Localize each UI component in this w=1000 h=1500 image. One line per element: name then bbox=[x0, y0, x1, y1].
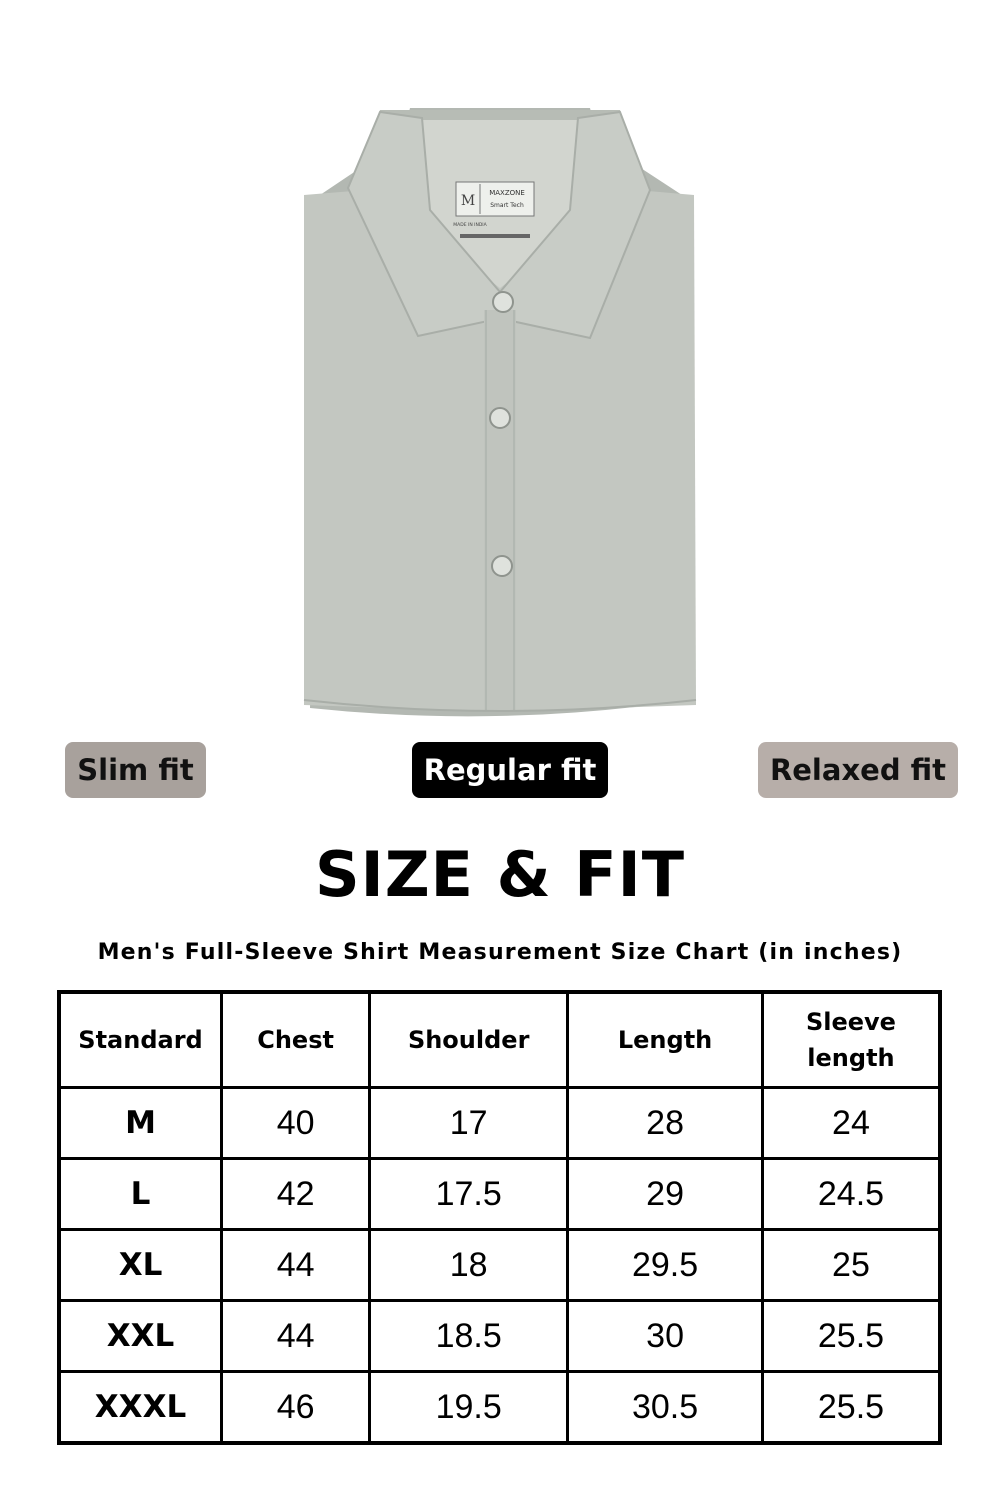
header-sleeve-length: Sleeve length bbox=[762, 992, 940, 1088]
size-length: 30 bbox=[568, 1301, 763, 1372]
size-standard: L bbox=[59, 1159, 222, 1230]
shirt-image bbox=[290, 100, 710, 720]
size-sleeve-length: 25.5 bbox=[762, 1301, 940, 1372]
label-brand: MAXZONE bbox=[489, 189, 525, 197]
size-chest: 44 bbox=[222, 1230, 370, 1301]
table-row bbox=[59, 1301, 940, 1372]
size-length: 29 bbox=[568, 1159, 763, 1230]
size-length: 29.5 bbox=[568, 1230, 763, 1301]
label-tagline: Smart Tech bbox=[490, 202, 524, 209]
fit-option-slim[interactable]: Slim fit bbox=[65, 742, 206, 798]
size-chart-table bbox=[57, 990, 942, 1445]
header-chest: Chest bbox=[222, 992, 370, 1088]
size-shoulder: 17 bbox=[370, 1088, 568, 1159]
page-title: SIZE & FIT bbox=[315, 838, 685, 911]
size-chest: 46 bbox=[222, 1372, 370, 1444]
size-sleeve-length: 24.5 bbox=[762, 1159, 940, 1230]
table-row bbox=[59, 1372, 940, 1444]
header-standard: Standard bbox=[59, 992, 222, 1088]
size-chart-subtitle: Men's Full-Sleeve Shirt Measurement Size Chart (in inches) bbox=[97, 940, 903, 965]
fit-option-relaxed[interactable]: Relaxed fit bbox=[758, 742, 958, 798]
size-sleeve-length: 25.5 bbox=[762, 1372, 940, 1444]
table-row bbox=[59, 1159, 940, 1230]
size-chest: 42 bbox=[222, 1159, 370, 1230]
label-origin: MADE IN INDIA bbox=[453, 223, 487, 228]
size-standard: XXXL bbox=[59, 1372, 222, 1444]
header-shoulder: Shoulder bbox=[370, 992, 568, 1088]
size-shoulder: 19.5 bbox=[370, 1372, 568, 1444]
fit-option-regular-selected[interactable]: Regular fit bbox=[412, 742, 608, 798]
size-chest: 40 bbox=[222, 1088, 370, 1159]
size-chest: 44 bbox=[222, 1301, 370, 1372]
table-header-row bbox=[59, 992, 940, 1088]
table-row bbox=[59, 1230, 940, 1301]
label-mark: M bbox=[460, 193, 476, 209]
size-length: 28 bbox=[568, 1088, 763, 1159]
header-length: Length bbox=[568, 992, 763, 1088]
size-length: 30.5 bbox=[568, 1372, 763, 1444]
table-row bbox=[59, 1088, 940, 1159]
size-standard: XXL bbox=[59, 1301, 222, 1372]
size-sleeve-length: 24 bbox=[762, 1088, 940, 1159]
size-shoulder: 17.5 bbox=[370, 1159, 568, 1230]
size-shoulder: 18 bbox=[370, 1230, 568, 1301]
size-standard: M bbox=[59, 1088, 222, 1159]
size-shoulder: 18.5 bbox=[370, 1301, 568, 1372]
size-sleeve-length: 25 bbox=[762, 1230, 940, 1301]
size-standard: XL bbox=[59, 1230, 222, 1301]
